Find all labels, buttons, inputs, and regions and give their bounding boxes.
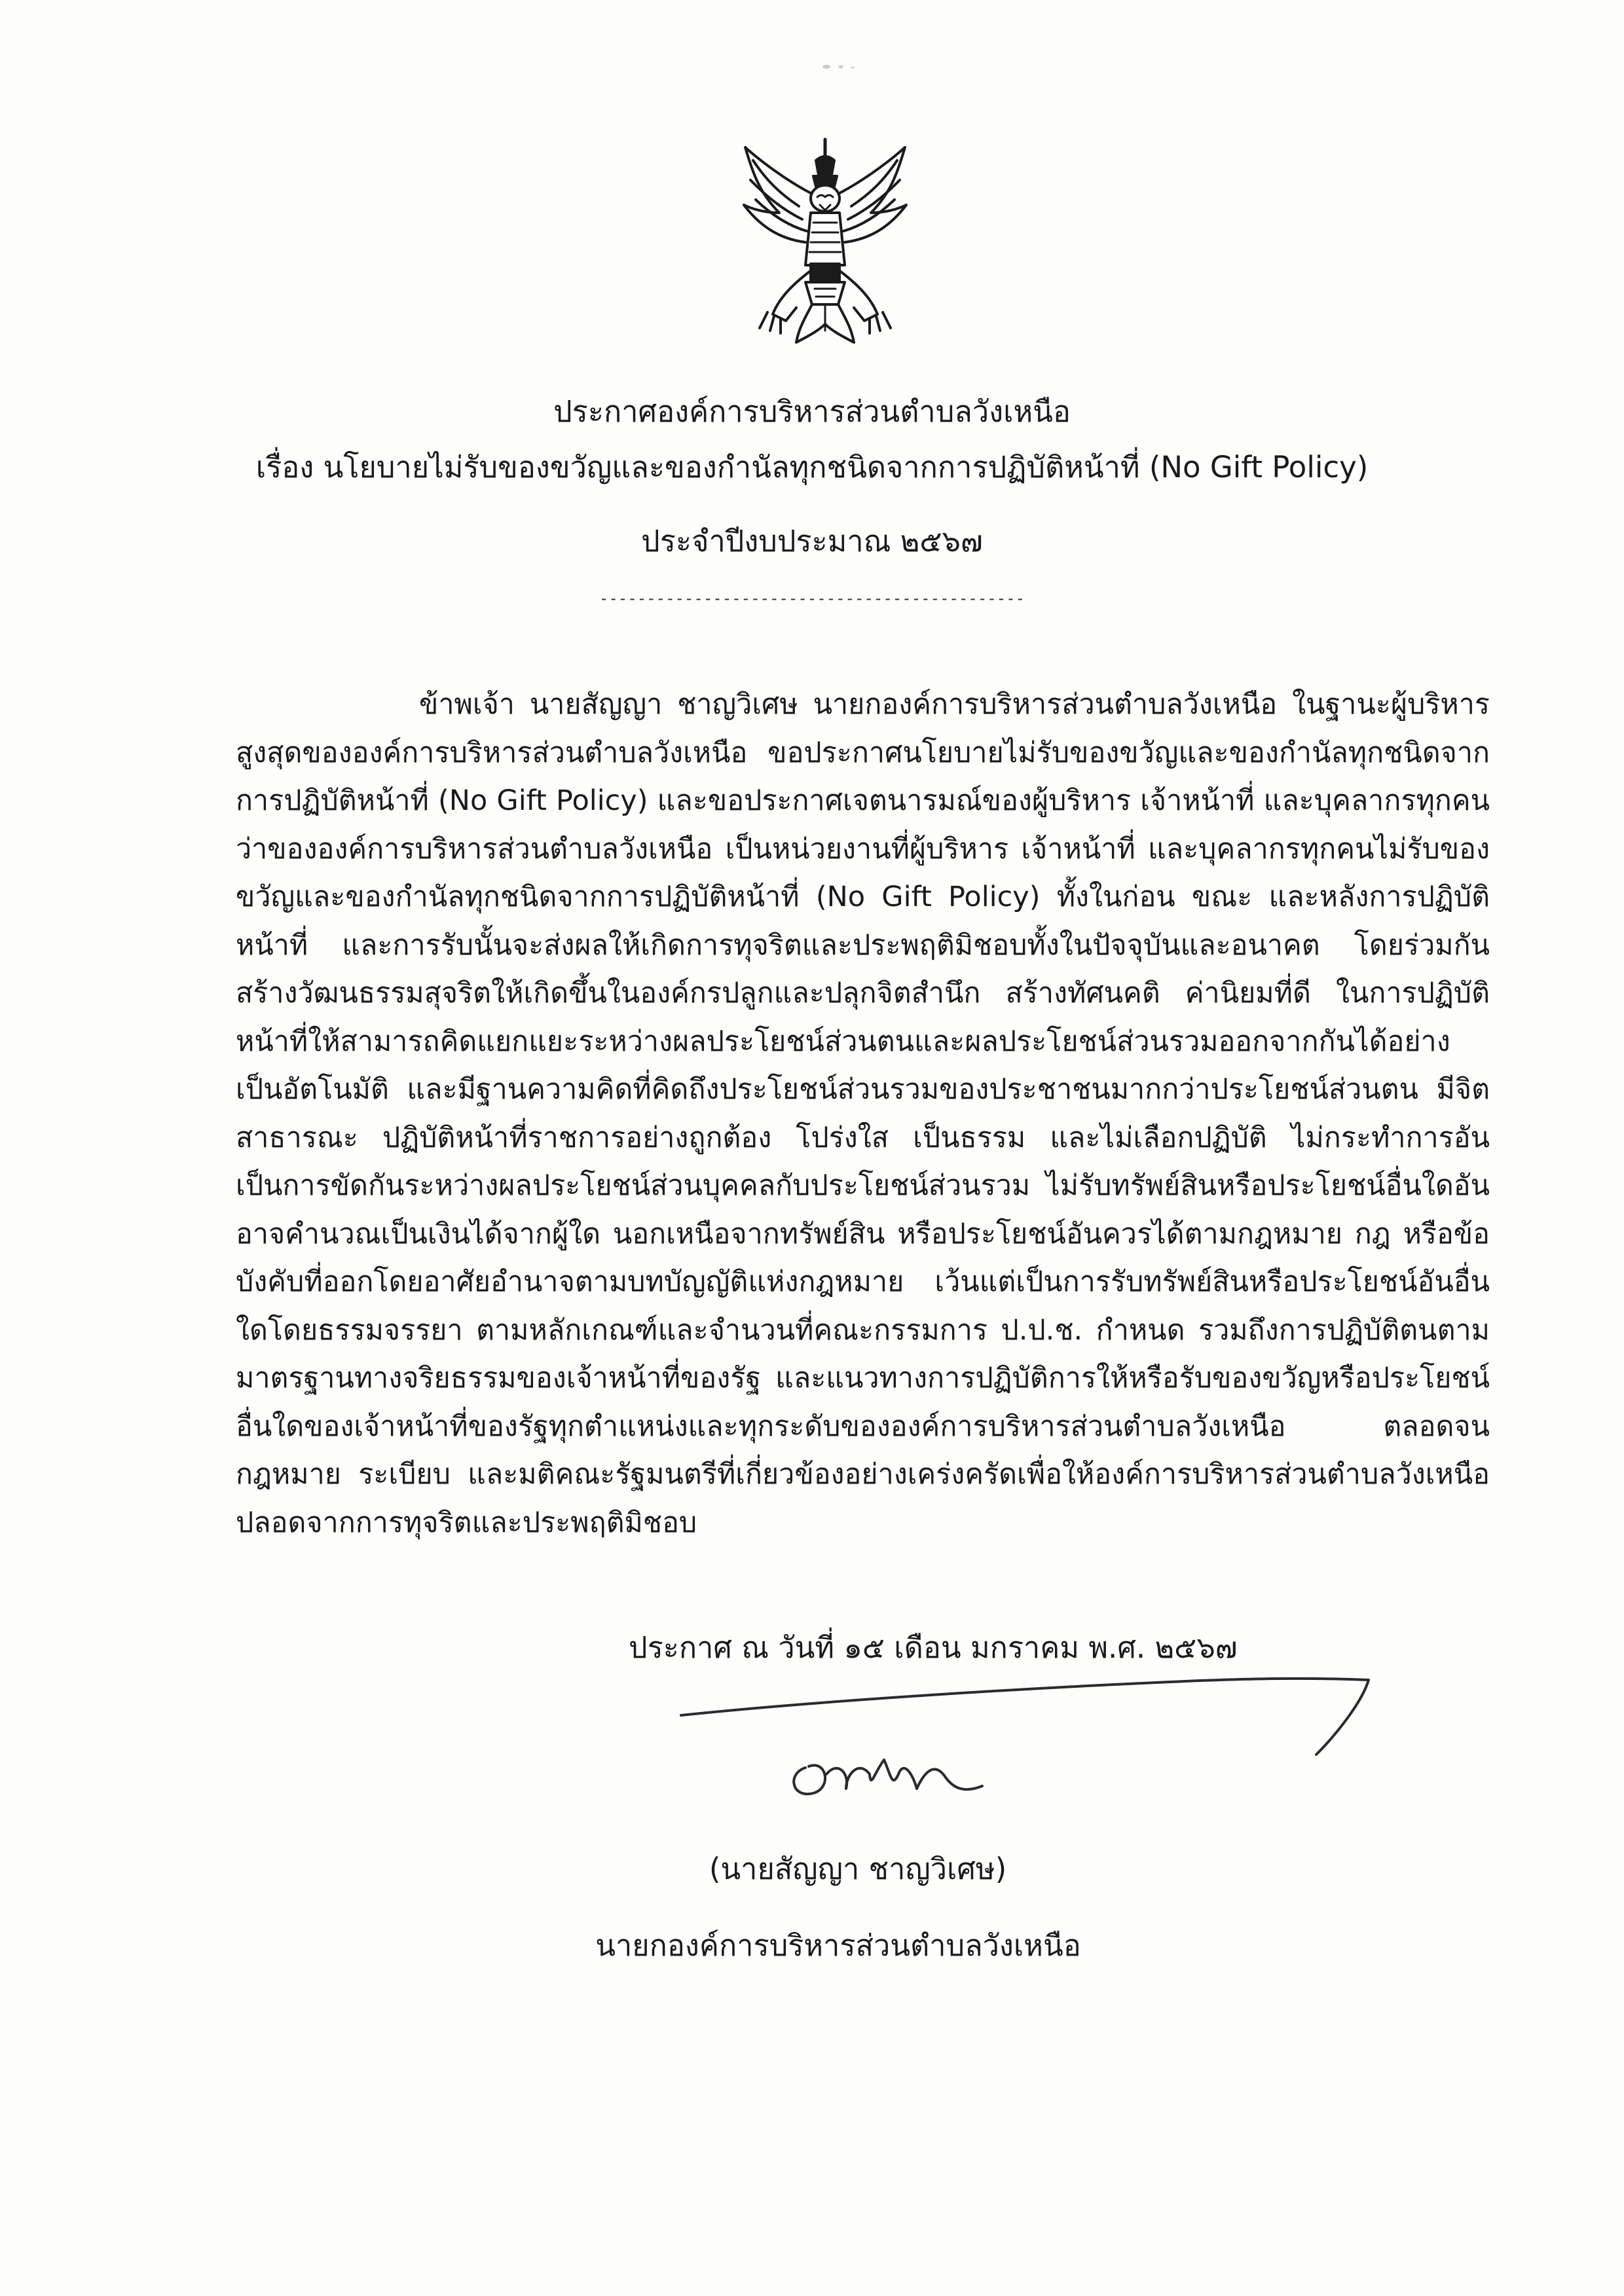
announcement-date: ประกาศ ณ วันที่ ๑๕ เดือน มกราคม พ.ศ. ๒๕๖๗ [629,1630,1238,1665]
fiscal-year: ประจำปีงบประมาณ ๒๕๖๗ [641,524,983,558]
signer-position: นายกองค์การบริหารส่วนตำบลวังเหนือ [595,1928,1081,1963]
garuda-emblem-icon [733,134,917,350]
document-subject: เรื่อง นโยบายไม่รับของขวัญและของกำนัลทุกชนิดจากการปฏิบัติหน้าที่ (No Gift Policy) [255,450,1369,484]
handwritten-signature-icon [674,1676,1382,1807]
organization-title: ประกาศองค์การบริหารส่วนตำบลวังเหนือ [553,394,1071,429]
scan-artifact-mark [819,62,858,71]
signer-name: (นายสัญญา ชาญวิเศษ) [709,1851,1007,1886]
policy-body-paragraph: ข้าพเจ้า นายสัญญา ชาญวิเศษ นายกองค์การบริหารส่วนตำบลวังเหนือ ในฐานะผู้บริหารสูงสุดขององค์การบริหารส่วนตำบลวังเหนือ ขอประกาศนโยบายไม่รับของขวัญและของกำนัลทุกชนิดจากการปฏิบัติหน้าที่ (No Gift Policy) และขอประกาศเจตนารมณ์ของผู้บริหาร เจ้าหน้าที่ และบุคลากรทุกคนว่าขององค์การบริหารส่วนตำบลวังเหนือ เป็นหน่วยงานที่ผู้บริหาร เจ้าหน้าที่ และบุคลากรทุกคนไม่รับของขวัญและของกำนัลทุกชนิดจากการปฏิบัติหน้าที่ (No Gift Policy) ทั้งในก่อน ขณะ และหลังการปฏิบัติหน้าที่ และการรับนั้นจะส่งผลให้เกิดการทุจริตและประพฤติมิชอบทั้งในปัจจุบันและอนาคต โดยร่วมกันสร้างวัฒนธรรมสุจริตให้เกิดขึ้นในองค์กรปลูกและปลุกจิตสำนึก สร้างทัศนคติ ค่านิยมที่ดี ในการปฏิบัติหน้าที่ให้สามารถคิดแยกแยะระหว่างผลประโยชน์ส่วนตนและผลประโยชน์ส่วนรวมออกจากกันได้อย่างเป็นอัตโนมัติ และมีฐานความคิดที่คิดถึงประโยชน์ส่วนรวมของประชาชนมากกว่าประโยชน์ส่วนตน มีจิตสาธารณะ ปฏิบัติหน้าที่ราชการอย่างถูกต้อง โปร่งใส เป็นธรรม และไม่เลือกปฏิบัติ ไม่กระทำการอันเป็นการขัดกันระหว่างผลประโยชน์ส่วนบุคคลกับประโยชน์ส่วนรวม ไม่รับทรัพย์สินหรือประโยชน์อื่นใดอันอาจคำนวณเป็นเงินได้จากผู้ใด นอกเหนือจากทรัพย์สิน หรือประโยชน์อันควรได้ตามกฎหมาย กฎ หรือข้อบังคับที่ออกโดยอาศัยอำนาจตามบทบัญญัติแห่งกฎหมาย เว้นแต่เป็นการรับทรัพย์สินหรือประโยชน์อันอื่นใดโดยธรรมจรรยา ตามหลักเกณฑ์และจำนวนที่คณะกรรมการ ป.ป.ช. กำหนด รวมถึงการปฏิบัติตนตามมาตรฐานทางจริยธรรมของเจ้าหน้าที่ของรัฐ และแนวทางการปฏิบัติการให้หรือรับของขวัญหรือประโยชน์อื่นใดของเจ้าหน้าที่ของรัฐทุกตำแหน่งและทุกระดับขององค์การบริหารส่วนตำบลวังเหนือ ตลอดจนกฎหมาย ระเบียบ และมติคณะรัฐมนตรีที่เกี่ยวข้องอย่างเคร่งครัดเพื่อให้องค์การบริหารส่วนตำบลวังเหนือ ปลอดจากการทุจริตและประพฤติมิชอบ [236,688,1490,1539]
title-divider: --------------------------------------------- [599,589,1025,608]
